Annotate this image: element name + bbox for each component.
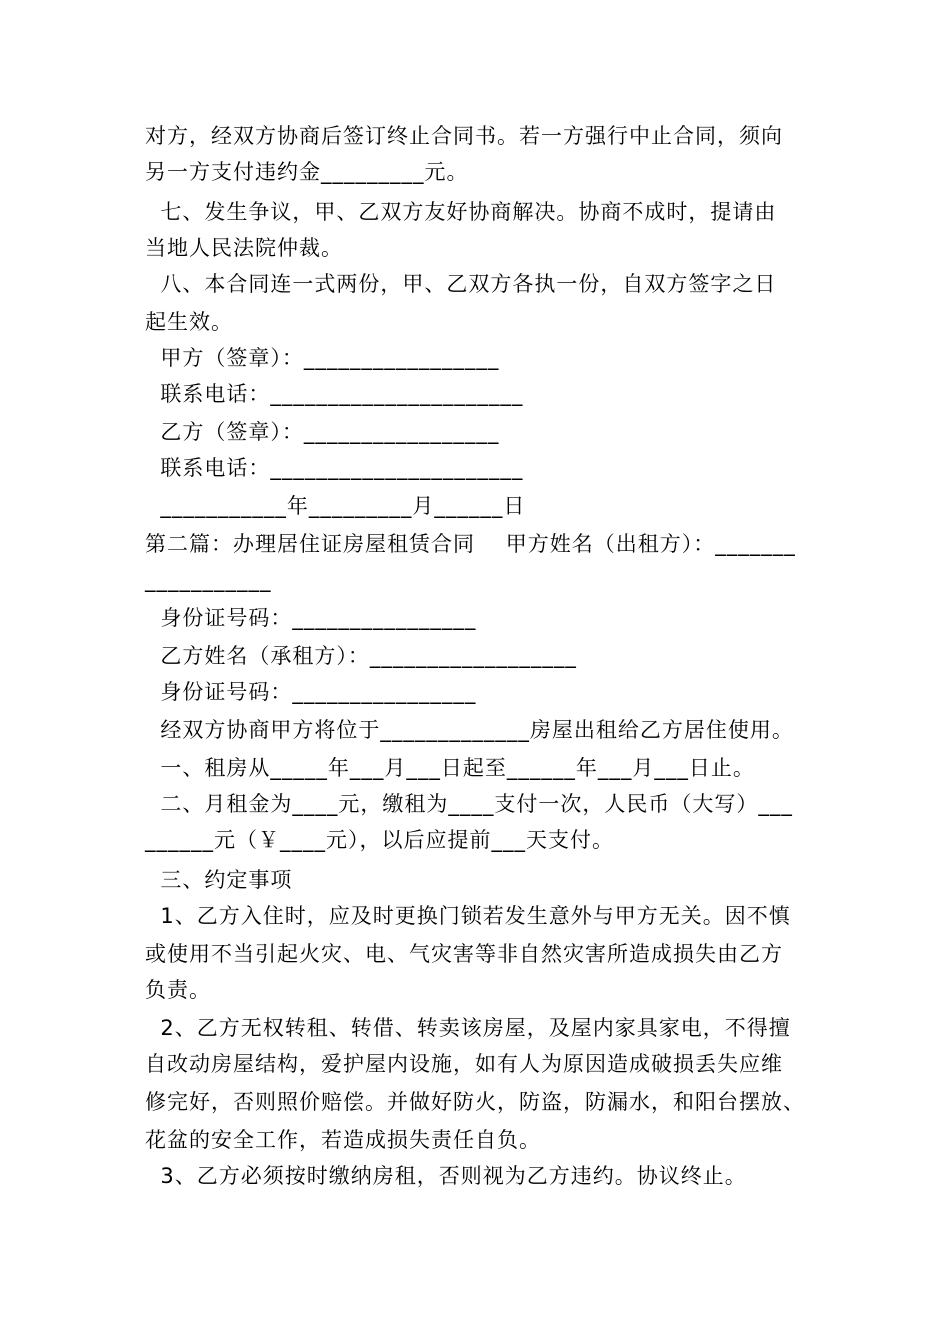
text-line: 七、发生争议，甲、乙双方友好协商解决。协商不成时，提请由 bbox=[145, 200, 777, 224]
text-line: 1、乙方入住时，应及时更换门锁若发生意外与甲方无关。因不慎 bbox=[145, 904, 791, 928]
id-number-line: 身份证号码：________________ bbox=[145, 606, 477, 630]
text-line: 一、租房从_____年___月___日起至______年___月___日止。 bbox=[145, 756, 755, 780]
text-line: 花盆的安全工作，若造成损失责任自负。 bbox=[145, 1128, 541, 1152]
text-line: 另一方支付违约金_________元。 bbox=[145, 160, 469, 184]
signature-line-party-a: 甲方（签章）：_________________ bbox=[145, 346, 500, 370]
text-line: 二、月租金为____元，缴租为____支付一次，人民币（大写）___ bbox=[145, 792, 793, 816]
tenant-name-line: 乙方姓名（承租方）：__________________ bbox=[145, 644, 577, 668]
text-line: 经双方协商甲方将位于_____________房屋出租给乙方居住使用。 bbox=[145, 718, 794, 742]
text-line: 八、本合同连一式两份，甲、乙双方各执一份，自双方签字之日 bbox=[145, 272, 777, 296]
text-line: 2、乙方无权转租、转借、转卖该房屋，及屋内家具家电，不得擅 bbox=[145, 1016, 791, 1040]
text-line: 或使用不当引起火灾、电、气灾害等非自然灾害所造成损失由乙方 bbox=[145, 942, 783, 966]
text-line: 3、乙方必须按时缴纳房租，否则视为乙方违约。协议终止。 bbox=[145, 1164, 747, 1188]
text-line: ___________ bbox=[145, 568, 272, 592]
section-heading: 第二篇：办理居住证房屋租赁合同 甲方姓名（出租方）：_______ bbox=[145, 532, 796, 556]
text-line: 三、约定事项 bbox=[145, 868, 293, 892]
phone-line-party-a: 联系电话：______________________ bbox=[145, 382, 524, 406]
date-line: ___________年_________月______日 bbox=[145, 494, 526, 518]
signature-line-party-b: 乙方（签章）：_________________ bbox=[145, 420, 500, 444]
text-line: 负责。 bbox=[145, 978, 211, 1002]
text-line: 对方，经双方协商后签订终止合同书。若一方强行中止合同，须向 bbox=[145, 124, 783, 148]
text-line: 当地人民法院仲裁。 bbox=[145, 236, 343, 260]
text-line: 自改动房屋结构，爱护屋内设施，如有人为原因造成破损丢失应维 bbox=[145, 1052, 783, 1076]
text-line: 起生效。 bbox=[145, 310, 233, 334]
text-line: ______元（￥____元），以后应提前___天支付。 bbox=[145, 828, 614, 852]
phone-line-party-b: 联系电话：______________________ bbox=[145, 456, 524, 480]
id-number-line: 身份证号码：________________ bbox=[145, 680, 477, 704]
text-line: 修完好，否则照价赔偿。并做好防火，防盗，防漏水，和阳台摆放、 bbox=[145, 1090, 805, 1114]
